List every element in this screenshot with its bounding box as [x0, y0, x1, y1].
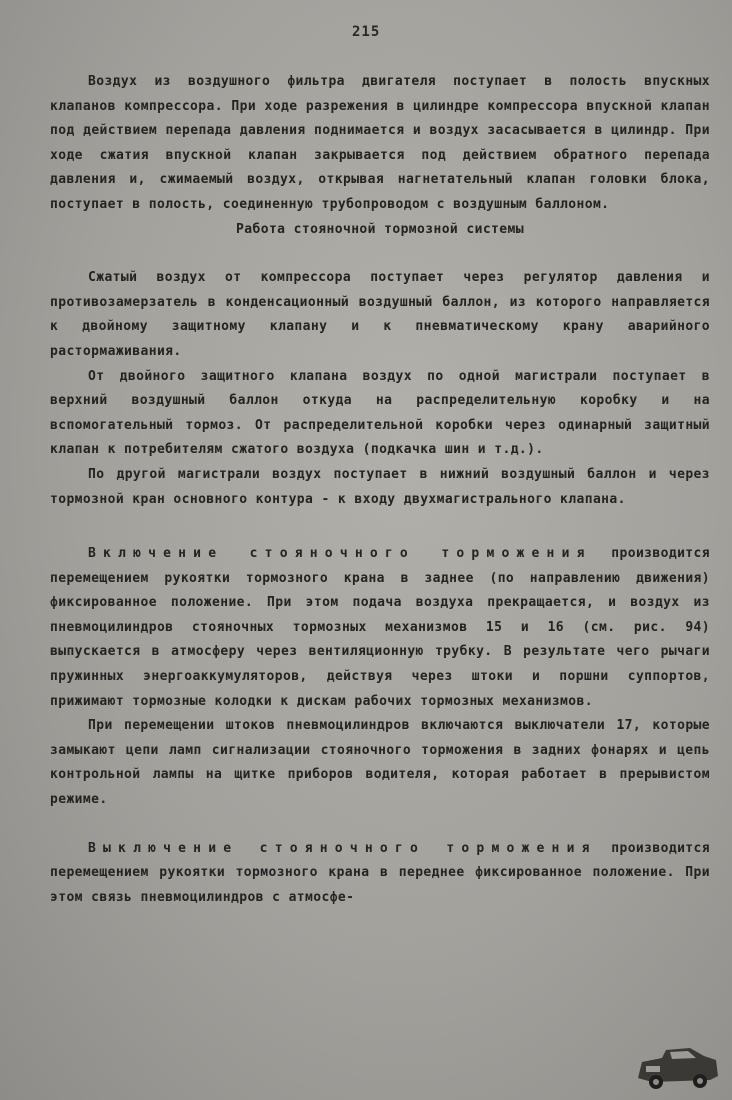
- paragraph-switches: При перемещении штоков пневмоцилиндров включаются выключатели 17, которые замыкают цепи ламп сигнализации стояночного торможения в задних фонарях и цепь контрольной лампы на щитке приборов водителя, которая работает в прерывистом режиме.: [50, 718, 710, 808]
- paragraph-second-line: По другой магистрали воздух поступает в нижний воздушный баллон и через тормозной кран основного контура - к входу двухмагистрального клапана.: [50, 466, 710, 507]
- disengage-text: производится перемещением рукоятки тормозного крана в переднее фиксированное положение. При этом связь пневмоцилиндров с атмосфе-: [50, 840, 710, 905]
- engage-term: Включение стояночного торможения: [88, 546, 592, 562]
- engage-text: производится перемещением рукоятки тормозного крана в заднее (по направлению движения) фиксированное положение. При этом подача воздуха прекращается, и воздух из пневмоцилиндров стояночных тормозных механизмов 15 и 16 (см. рис. 94) выпускается в атмосферу через вентиляционную трубку. В результате чего рычаги пружинных энергоаккумуляторов, действуя через штоки и поршни суппортов, прижимают тормозные колодки к дискам рабочих тормозных механизмов.: [50, 546, 710, 709]
- paragraph-protective-valve: От двойного защитного клапана воздух по одной магистрали поступает в верхний воздушный баллон откуда на распределительную коробку и на вспомогательный тормоз. От распределительной коробки через одинарный защитный клапан к потребителям сжатого воздуха (подкачка шин и т.д.).: [50, 368, 710, 458]
- disengage-term: Выключение стояночного торможения: [88, 840, 597, 856]
- paragraph-engage: [50, 542, 710, 714]
- section-heading: Работа стояночной тормозной системы: [236, 221, 524, 237]
- page-number: 215: [352, 24, 381, 40]
- paragraph-disengage: [50, 837, 710, 911]
- truck-stamp-icon: [632, 1040, 722, 1092]
- body-text: [50, 70, 710, 910]
- paragraph-compressor: Воздух из воздушного фильтра двигателя поступает в полость впускных клапанов компрессора. При ходе разрежения в цилиндре компрессора впускной клапан под действием перепада давления поднимается и воздух засасывается в цилиндр. При ходе сжатия впускной клапан закрывается под действием обратного перепада давления и, сжимаемый воздух, открывая нагнетательный клапан головки блока, поступает в полость, соединенную трубопроводом с воздушным баллоном.: [50, 74, 710, 212]
- paragraph-compressed-air: Сжатый воздух от компрессора поступает через регулятор давления и противозамерзатель в конденсационный воздушный баллон, из которого направляется к двойному защитному клапану и к пневматическому крану аварийного растормаживания.: [50, 270, 710, 359]
